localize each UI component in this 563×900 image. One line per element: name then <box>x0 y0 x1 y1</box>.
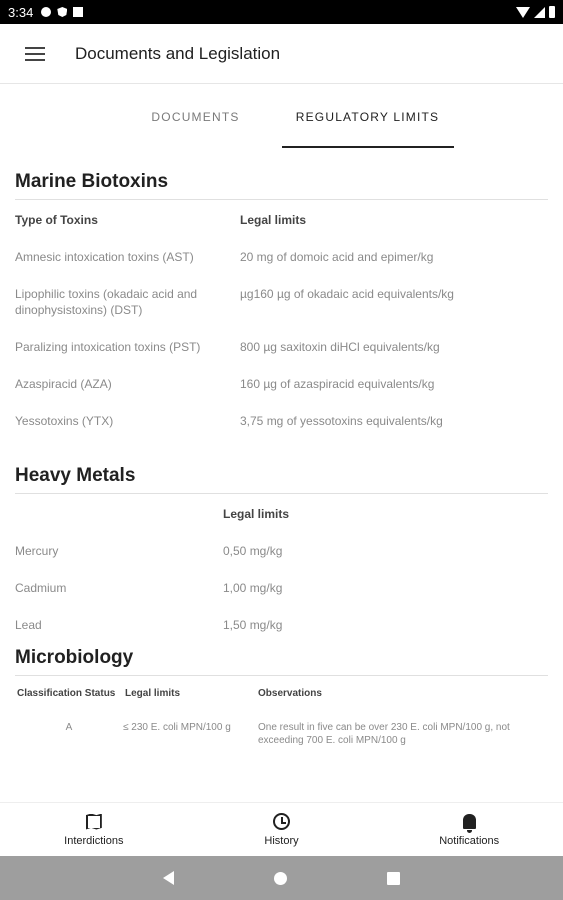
nav-interdictions[interactable] <box>0 803 188 856</box>
system-navigation-bar <box>0 856 563 900</box>
toxin-type: Amnesic intoxication toxins (AST) <box>15 250 194 264</box>
shield-status-icon <box>57 7 67 17</box>
nav-label: Notifications <box>439 834 500 847</box>
wifi-icon <box>516 7 530 18</box>
section-title: Marine Biotoxins <box>15 171 548 200</box>
observation: One result in five can be over 230 E. coli MPN/100 g, not exceeding 700 E. coli MPN/100 g <box>258 722 510 746</box>
table-row <box>15 617 548 633</box>
column-header: Observations <box>258 688 322 699</box>
section-title: Microbiology <box>15 647 548 676</box>
status-bar <box>0 0 563 24</box>
page-title: Documents and Legislation <box>75 43 281 63</box>
heavy-metals-section <box>15 465 548 633</box>
status-system-icons <box>516 6 555 18</box>
tab-documents[interactable]: DOCUMENTS <box>151 109 240 124</box>
bell-icon <box>463 814 476 829</box>
metal-name: Mercury <box>15 544 59 558</box>
legal-limit: 0,50 mg/kg <box>223 544 283 558</box>
nav-notifications[interactable] <box>375 803 563 856</box>
table-row <box>15 376 548 392</box>
legal-limit: 160 µg of azaspiracid equivalents/kg <box>240 377 435 391</box>
toxin-type: Paralizing intoxication toxins (PST) <box>15 340 201 354</box>
toxin-type: Lipophilic toxins (okadaic acid and dinophysistoxins) (DST) <box>15 287 198 317</box>
toxin-type: Azaspiracid (AZA) <box>15 377 112 391</box>
status-time: 3:34 <box>8 4 34 20</box>
status-notification-icons <box>41 7 83 17</box>
bottom-navigation <box>0 802 563 856</box>
tab-bar <box>0 85 563 148</box>
recents-icon[interactable] <box>387 872 400 885</box>
microbiology-section <box>15 647 548 747</box>
table-row <box>15 249 548 265</box>
column-header: Type of Toxins <box>15 213 98 227</box>
classification-status: A <box>65 722 73 733</box>
column-header: Legal limits <box>125 688 181 699</box>
table-header-row <box>15 506 548 522</box>
table-row <box>15 286 548 318</box>
map-icon <box>86 814 102 830</box>
legal-limit: µg160 µg of okadaic acid equivalents/kg <box>240 287 454 301</box>
column-header <box>15 506 223 522</box>
legal-limit: 3,75 mg of yessotoxins equivalents/kg <box>240 414 443 428</box>
battery-icon <box>549 6 555 18</box>
section-title: Heavy Metals <box>15 465 548 494</box>
table-row <box>15 543 548 559</box>
back-icon[interactable] <box>163 871 174 885</box>
sd-card-status-icon <box>73 7 83 17</box>
table-header-row <box>15 212 548 228</box>
column-header: Classification Status <box>17 688 116 699</box>
settings-status-icon <box>41 7 51 17</box>
legal-limit: 20 mg of domoic acid and epimer/kg <box>240 250 434 264</box>
toxin-type: Yessotoxins (YTX) <box>15 414 114 428</box>
nav-label: Interdictions <box>64 834 124 847</box>
metal-name: Cadmium <box>15 581 67 595</box>
table-row <box>15 413 548 429</box>
menu-icon[interactable] <box>25 47 45 61</box>
legal-limit: 800 µg saxitoxin diHCl equivalents/kg <box>240 340 440 354</box>
legal-limit: ≤ 230 E. coli MPN/100 g <box>123 722 231 733</box>
home-icon[interactable] <box>274 872 287 885</box>
legal-limit: 1,50 mg/kg <box>223 618 283 632</box>
column-header: Legal limits <box>240 213 307 227</box>
history-icon <box>273 813 290 830</box>
legal-limit: 1,00 mg/kg <box>223 581 283 595</box>
table-row <box>15 580 548 596</box>
metal-name: Lead <box>15 618 42 632</box>
table-row <box>15 339 548 355</box>
marine-biotoxins-section <box>15 171 548 429</box>
nav-history[interactable] <box>188 803 376 856</box>
table-header-row <box>15 686 548 702</box>
nav-label: History <box>264 834 299 847</box>
column-header: Legal limits <box>223 507 290 521</box>
table-row <box>15 721 548 747</box>
tab-regulatory-limits[interactable]: REGULATORY LIMITS <box>282 85 454 148</box>
regulatory-limits-content[interactable] <box>0 148 563 802</box>
signal-icon <box>534 7 545 18</box>
app-bar <box>0 24 563 84</box>
